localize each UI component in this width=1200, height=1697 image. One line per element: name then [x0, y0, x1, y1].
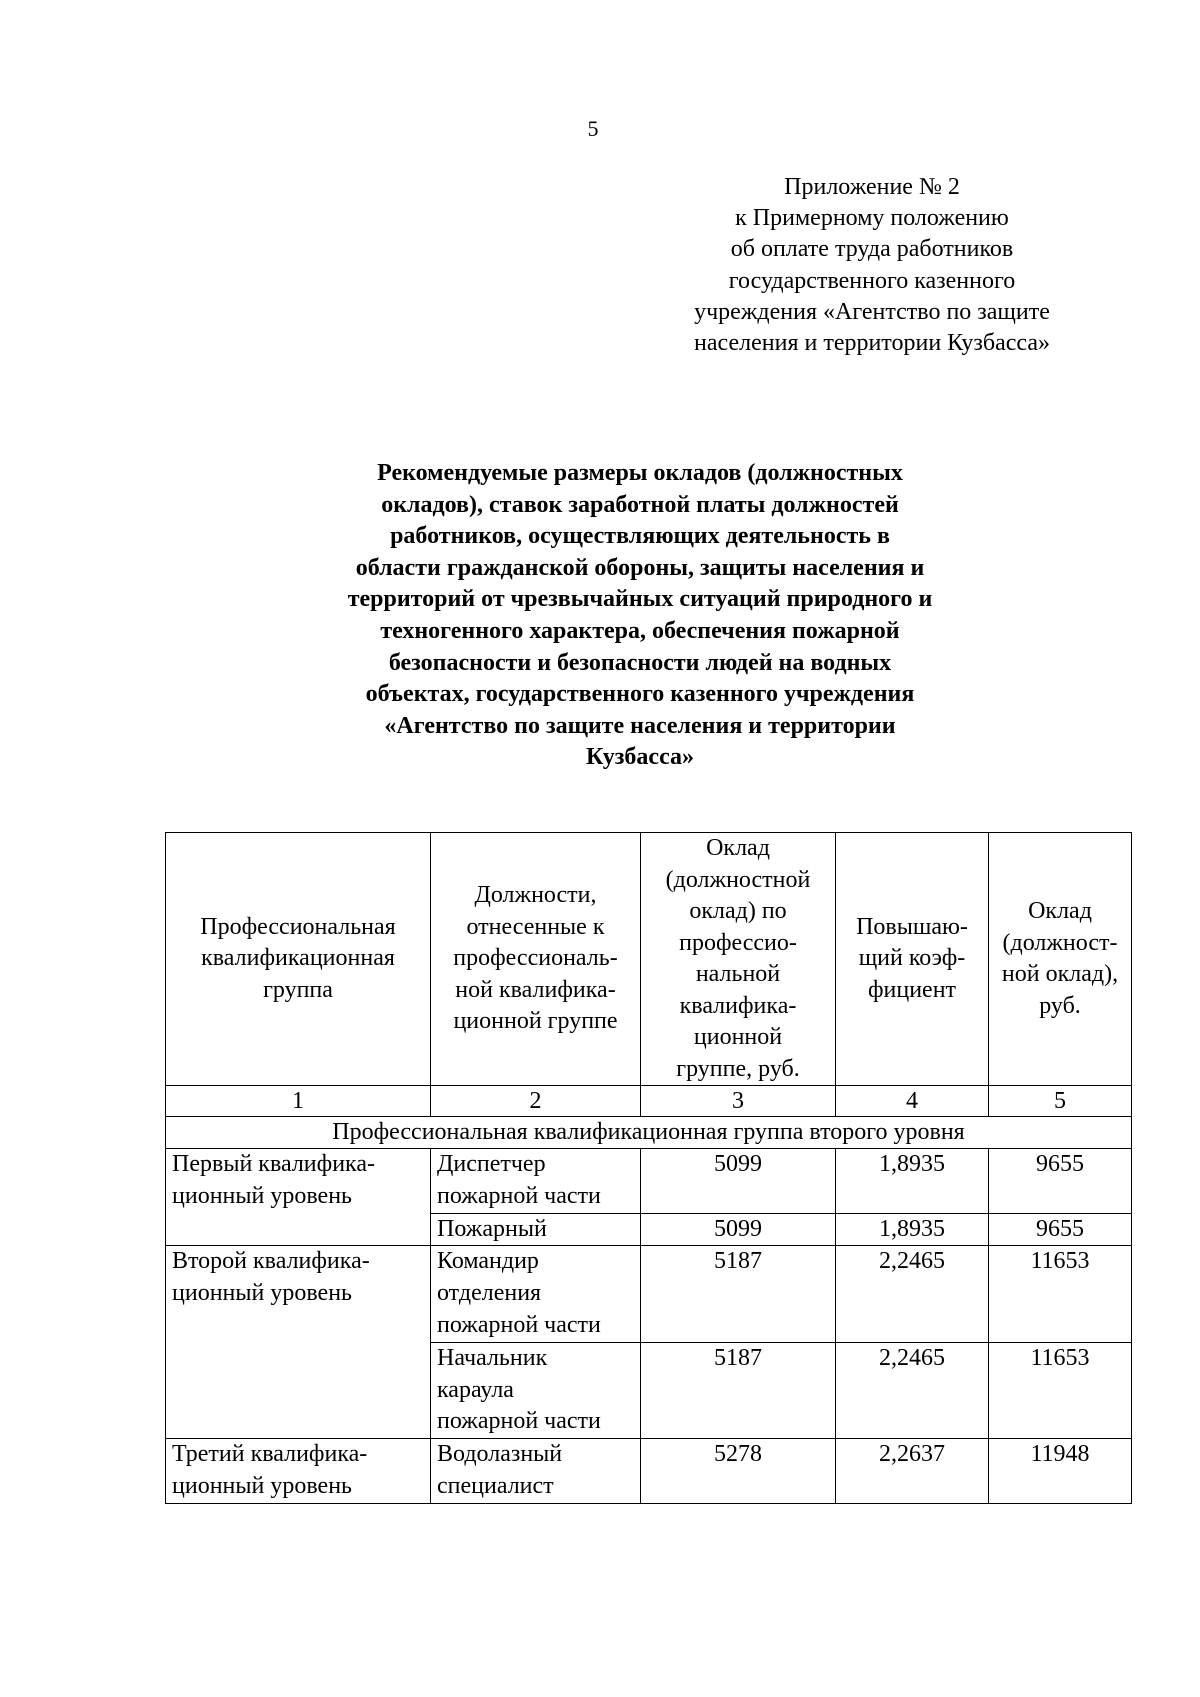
qualification-level: Второй квалифика- ционный уровень	[166, 1246, 431, 1439]
coefficient-cell: 2,2465	[836, 1246, 989, 1342]
salary-cell: 11653	[989, 1342, 1132, 1438]
base-salary-cell: 5278	[641, 1439, 836, 1504]
title-line: безопасности и безопасности людей на водных	[388, 649, 892, 676]
appendix-header	[652, 172, 1092, 359]
salary-cell: 9655	[989, 1149, 1132, 1214]
position-cell: Диспетчер пожарной части	[431, 1149, 641, 1214]
table-header-row	[166, 833, 1132, 1086]
appendix-line: об оплате труда работников	[730, 236, 1014, 263]
salary-table	[165, 832, 1132, 1504]
table-row	[166, 1246, 1132, 1342]
column-number: 4	[836, 1086, 989, 1117]
group-title: Профессиональная квалификационная группа второго уровня	[166, 1117, 1132, 1149]
position-cell: Начальник караула пожарной части	[431, 1342, 641, 1438]
column-number: 3	[641, 1086, 836, 1117]
table-row	[166, 1149, 1132, 1214]
position-cell: Командир отделения пожарной части	[431, 1246, 641, 1342]
salary-cell: 11948	[989, 1439, 1132, 1504]
base-salary-cell: 5099	[641, 1213, 836, 1246]
header-coefficient: Повышаю- щий коэф- фициент	[836, 833, 989, 1086]
title-line: объектах, государственного казенного учреждения	[365, 681, 915, 708]
position-cell: Водолазный специалист	[431, 1439, 641, 1504]
title-line: территорий от чрезвычайных ситуаций природного и	[347, 586, 933, 613]
coefficient-cell: 2,2465	[836, 1342, 989, 1438]
group-title-row	[166, 1117, 1132, 1149]
header-positions: Должности, отнесенные к профессиональ- ной квалифика- ционной группе	[431, 833, 641, 1086]
column-number: 2	[431, 1086, 641, 1117]
base-salary-cell: 5187	[641, 1342, 836, 1438]
header-salary: Оклад (должност- ной оклад), руб.	[989, 833, 1132, 1086]
position-cell: Пожарный	[431, 1213, 641, 1246]
table-row	[166, 1439, 1132, 1504]
appendix-line: государственного казенного	[728, 267, 1016, 294]
title-line: работников, осуществляющих деятельность в	[390, 523, 890, 550]
title-line: области гражданской обороны, защиты населения и	[355, 554, 925, 581]
title-line: техногенного характера, обеспечения пожарной	[380, 617, 900, 644]
title-line: Кузбасса»	[585, 744, 695, 771]
page-number: 5	[587, 116, 599, 141]
coefficient-cell: 1,8935	[836, 1149, 989, 1214]
appendix-line: учреждения «Агентство по защите	[694, 298, 1050, 325]
column-number: 5	[989, 1086, 1132, 1117]
appendix-line: Приложение № 2	[784, 174, 960, 200]
document-title	[300, 458, 980, 774]
salary-cell: 9655	[989, 1213, 1132, 1246]
column-number-row	[166, 1086, 1132, 1117]
qualification-level: Третий квалифика- ционный уровень	[166, 1439, 431, 1504]
appendix-line: к Примерному положению	[735, 205, 1009, 232]
title-line: окладов), ставок заработной платы должностей	[381, 491, 899, 518]
qualification-level: Первый квалифика- ционный уровень	[166, 1149, 431, 1246]
coefficient-cell: 2,2637	[836, 1439, 989, 1504]
title-line: Рекомендуемые размеры окладов (должностных	[377, 460, 903, 486]
title-line: «Агентство по защите населения и территории	[384, 712, 896, 739]
base-salary-cell: 5187	[641, 1246, 836, 1342]
header-professional-group: Профессиональная квалификационная группа	[166, 833, 431, 1086]
column-number: 1	[166, 1086, 431, 1117]
header-base-salary: Оклад (должностной оклад) по профессио- нальной квалифика- ционной группе, руб.	[641, 833, 836, 1086]
base-salary-cell: 5099	[641, 1149, 836, 1214]
appendix-line: населения и территории Кузбасса»	[694, 330, 1050, 357]
coefficient-cell: 1,8935	[836, 1213, 989, 1246]
salary-cell: 11653	[989, 1246, 1132, 1342]
